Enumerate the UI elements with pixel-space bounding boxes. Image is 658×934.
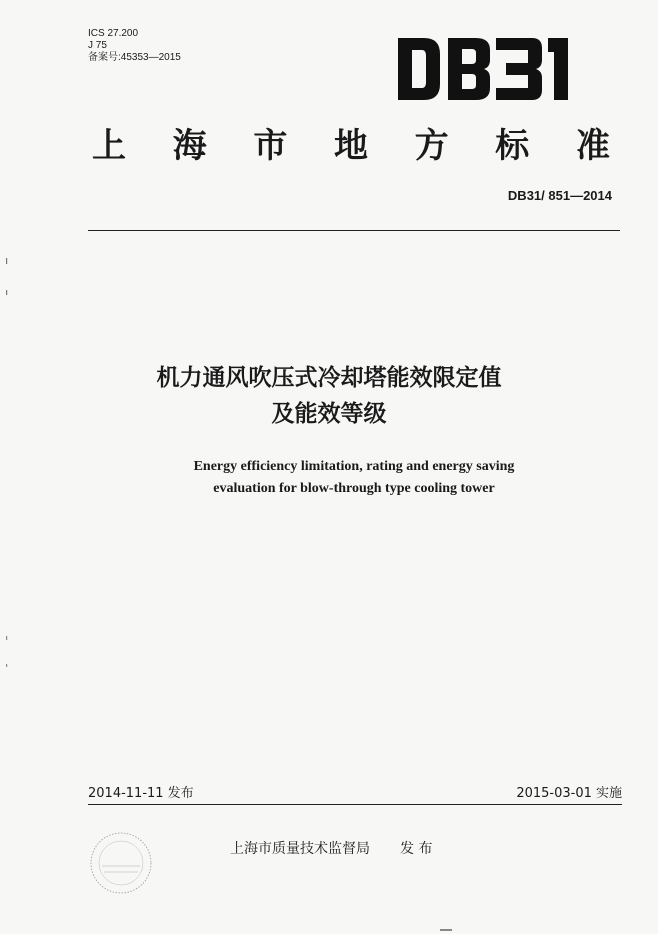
english-title-line2: evaluation for blow-through type cooling tower bbox=[213, 481, 495, 496]
library-stamp bbox=[86, 828, 156, 898]
title-char: 方 bbox=[414, 126, 451, 166]
classification-block bbox=[88, 28, 181, 64]
top-divider bbox=[88, 230, 620, 231]
implementation-date: 2015-03-01 实施 bbox=[516, 786, 622, 801]
title-char: 市 bbox=[253, 126, 290, 166]
record-number: 备案号:45353—2015 bbox=[88, 52, 181, 63]
issue-date: 2014-11-11 发布 bbox=[88, 786, 194, 801]
title-char: 地 bbox=[333, 126, 370, 166]
bottom-divider bbox=[88, 804, 622, 805]
issuer-name: 上海市质量技术监督局 bbox=[230, 841, 370, 857]
english-title-line1: Energy efficiency limitation, rating and energy saving bbox=[193, 459, 515, 474]
title-char: 海 bbox=[172, 126, 209, 166]
chinese-title bbox=[0, 360, 658, 432]
chinese-title-line1: 机力通风吹压式冷却塔能效限定值 bbox=[156, 365, 502, 391]
title-char: 上 bbox=[92, 126, 128, 166]
title-char: 准 bbox=[575, 126, 612, 166]
class-code: J 75 bbox=[88, 40, 107, 51]
chinese-title-line2: 及能效等级 bbox=[271, 401, 387, 427]
english-title bbox=[0, 456, 658, 500]
issuer-action: 发 布 bbox=[400, 841, 433, 857]
ics-code: ICS 27.200 bbox=[88, 28, 139, 39]
issuing-authority bbox=[230, 838, 432, 858]
standard-type-title bbox=[92, 118, 612, 167]
document-number: DB31/ 851—2014 bbox=[507, 188, 612, 203]
title-char: 标 bbox=[495, 126, 532, 166]
db31-logo bbox=[396, 34, 586, 104]
